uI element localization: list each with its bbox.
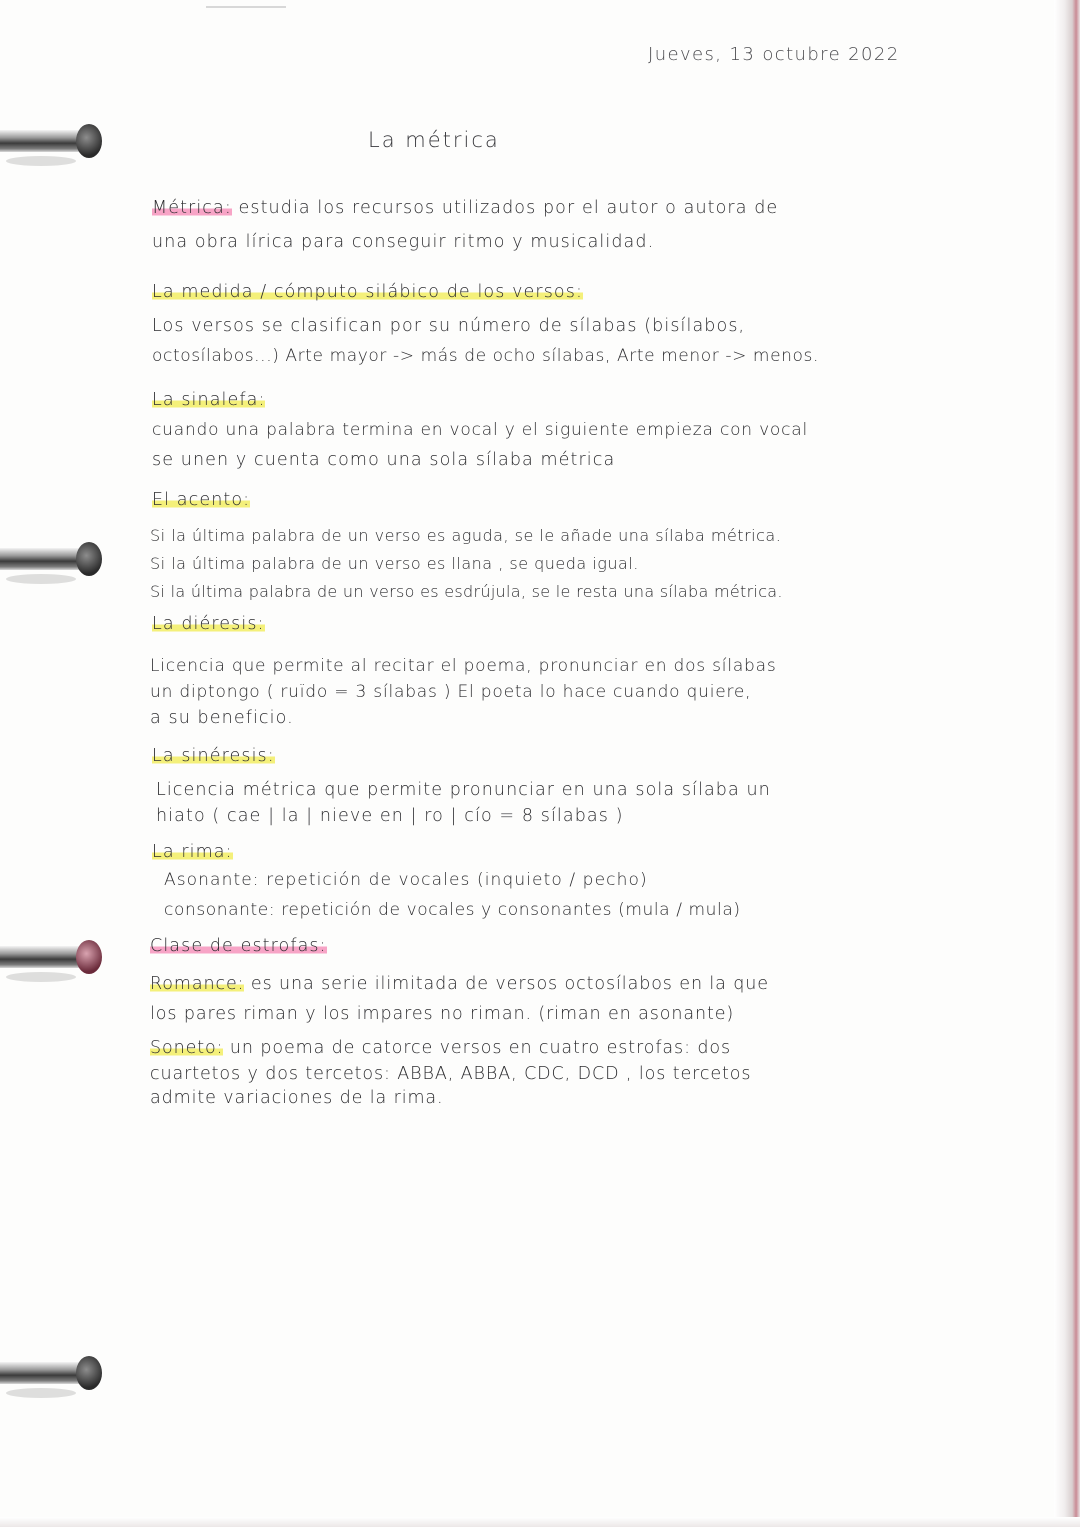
section-heading-dieresis: La diéresis: bbox=[152, 614, 265, 634]
date: Jueves, 13 octubre 2022 bbox=[648, 44, 900, 65]
romance-line-1: Romance: es una serie ilimitada de versos octosílabos en la que bbox=[150, 974, 769, 994]
definition-line-2: una obra lírica para conseguir ritmo y musicalidad. bbox=[152, 232, 655, 252]
soneto-line-2: cuartetos y dos tercetos: ABBA, ABBA, CDC, DCD , los tercetos bbox=[150, 1064, 752, 1084]
acento-line-3: Si la última palabra de un verso es esdrújula, se le resta una sílaba métrica. bbox=[150, 582, 783, 601]
binder-ring-icon bbox=[0, 530, 110, 600]
definition-line-1: Métrica: estudia los recursos utilizados por el autor o autora de bbox=[152, 198, 779, 218]
binder-ring-icon bbox=[0, 112, 110, 182]
term-metrica: Métrica: bbox=[152, 198, 232, 218]
rima-line-1: Asonante: repetición de vocales (inquieto / pecho) bbox=[164, 870, 648, 890]
section-heading-acento: El acento: bbox=[152, 490, 251, 510]
binder-ring-icon bbox=[0, 1344, 110, 1414]
term-soneto: Soneto: bbox=[150, 1038, 224, 1058]
medida-line-2: octosílabos...) Arte mayor -> más de ocho sílabas, Arte menor -> menos. bbox=[152, 346, 819, 366]
page-bottom-edge bbox=[0, 1517, 1080, 1527]
page-edge bbox=[1054, 0, 1080, 1527]
binder-ring-icon bbox=[0, 928, 110, 998]
dieresis-line-3: a su beneficio. bbox=[150, 708, 294, 728]
acento-line-1: Si la última palabra de un verso es aguda, se le añade una sílaba métrica. bbox=[150, 526, 782, 545]
section-heading-rima: La rima: bbox=[152, 842, 233, 862]
scan-mark bbox=[206, 6, 286, 8]
romance-line-2: los pares riman y los impares no riman. (riman en asonante) bbox=[150, 1004, 735, 1024]
sinalefa-line-1: cuando una palabra termina en vocal y el siguiente empieza con vocal bbox=[152, 420, 809, 440]
dieresis-line-1: Licencia que permite al recitar el poema, pronunciar en dos sílabas bbox=[150, 656, 777, 676]
soneto-line-1: Soneto: un poema de catorce versos en cuatro estrofas: dos bbox=[150, 1038, 731, 1058]
acento-line-2: Si la última palabra de un verso es llana , se queda igual. bbox=[150, 554, 639, 573]
section-heading-estrofas: Clase de estrofas: bbox=[150, 936, 327, 956]
page-title: La métrica bbox=[368, 128, 500, 152]
rima-line-2: consonante: repetición de vocales y consonantes (mula / mula) bbox=[164, 900, 741, 920]
soneto-line-3: admite variaciones de la rima. bbox=[150, 1088, 444, 1108]
sineresis-line-2: hiato ( cae | la | nieve en | ro | cío = 8 sílabas ) bbox=[156, 806, 624, 826]
sineresis-line-1: Licencia métrica que permite pronunciar en una sola sílaba un bbox=[156, 780, 771, 800]
medida-line-1: Los versos se clasifican por su número de sílabas (bisílabos, bbox=[152, 316, 746, 336]
section-heading-sinalefa: La sinalefa: bbox=[152, 390, 266, 410]
sinalefa-line-2: se unen y cuenta como una sola sílaba métrica bbox=[152, 450, 616, 470]
section-heading-sineresis: La sinéresis: bbox=[152, 746, 275, 766]
section-heading-medida: La medida / cómputo silábico de los versos: bbox=[152, 282, 583, 302]
dieresis-line-2: un diptongo ( ruïdo = 3 sílabas ) El poeta lo hace cuando quiere, bbox=[150, 682, 752, 702]
term-romance: Romance: bbox=[150, 974, 245, 994]
